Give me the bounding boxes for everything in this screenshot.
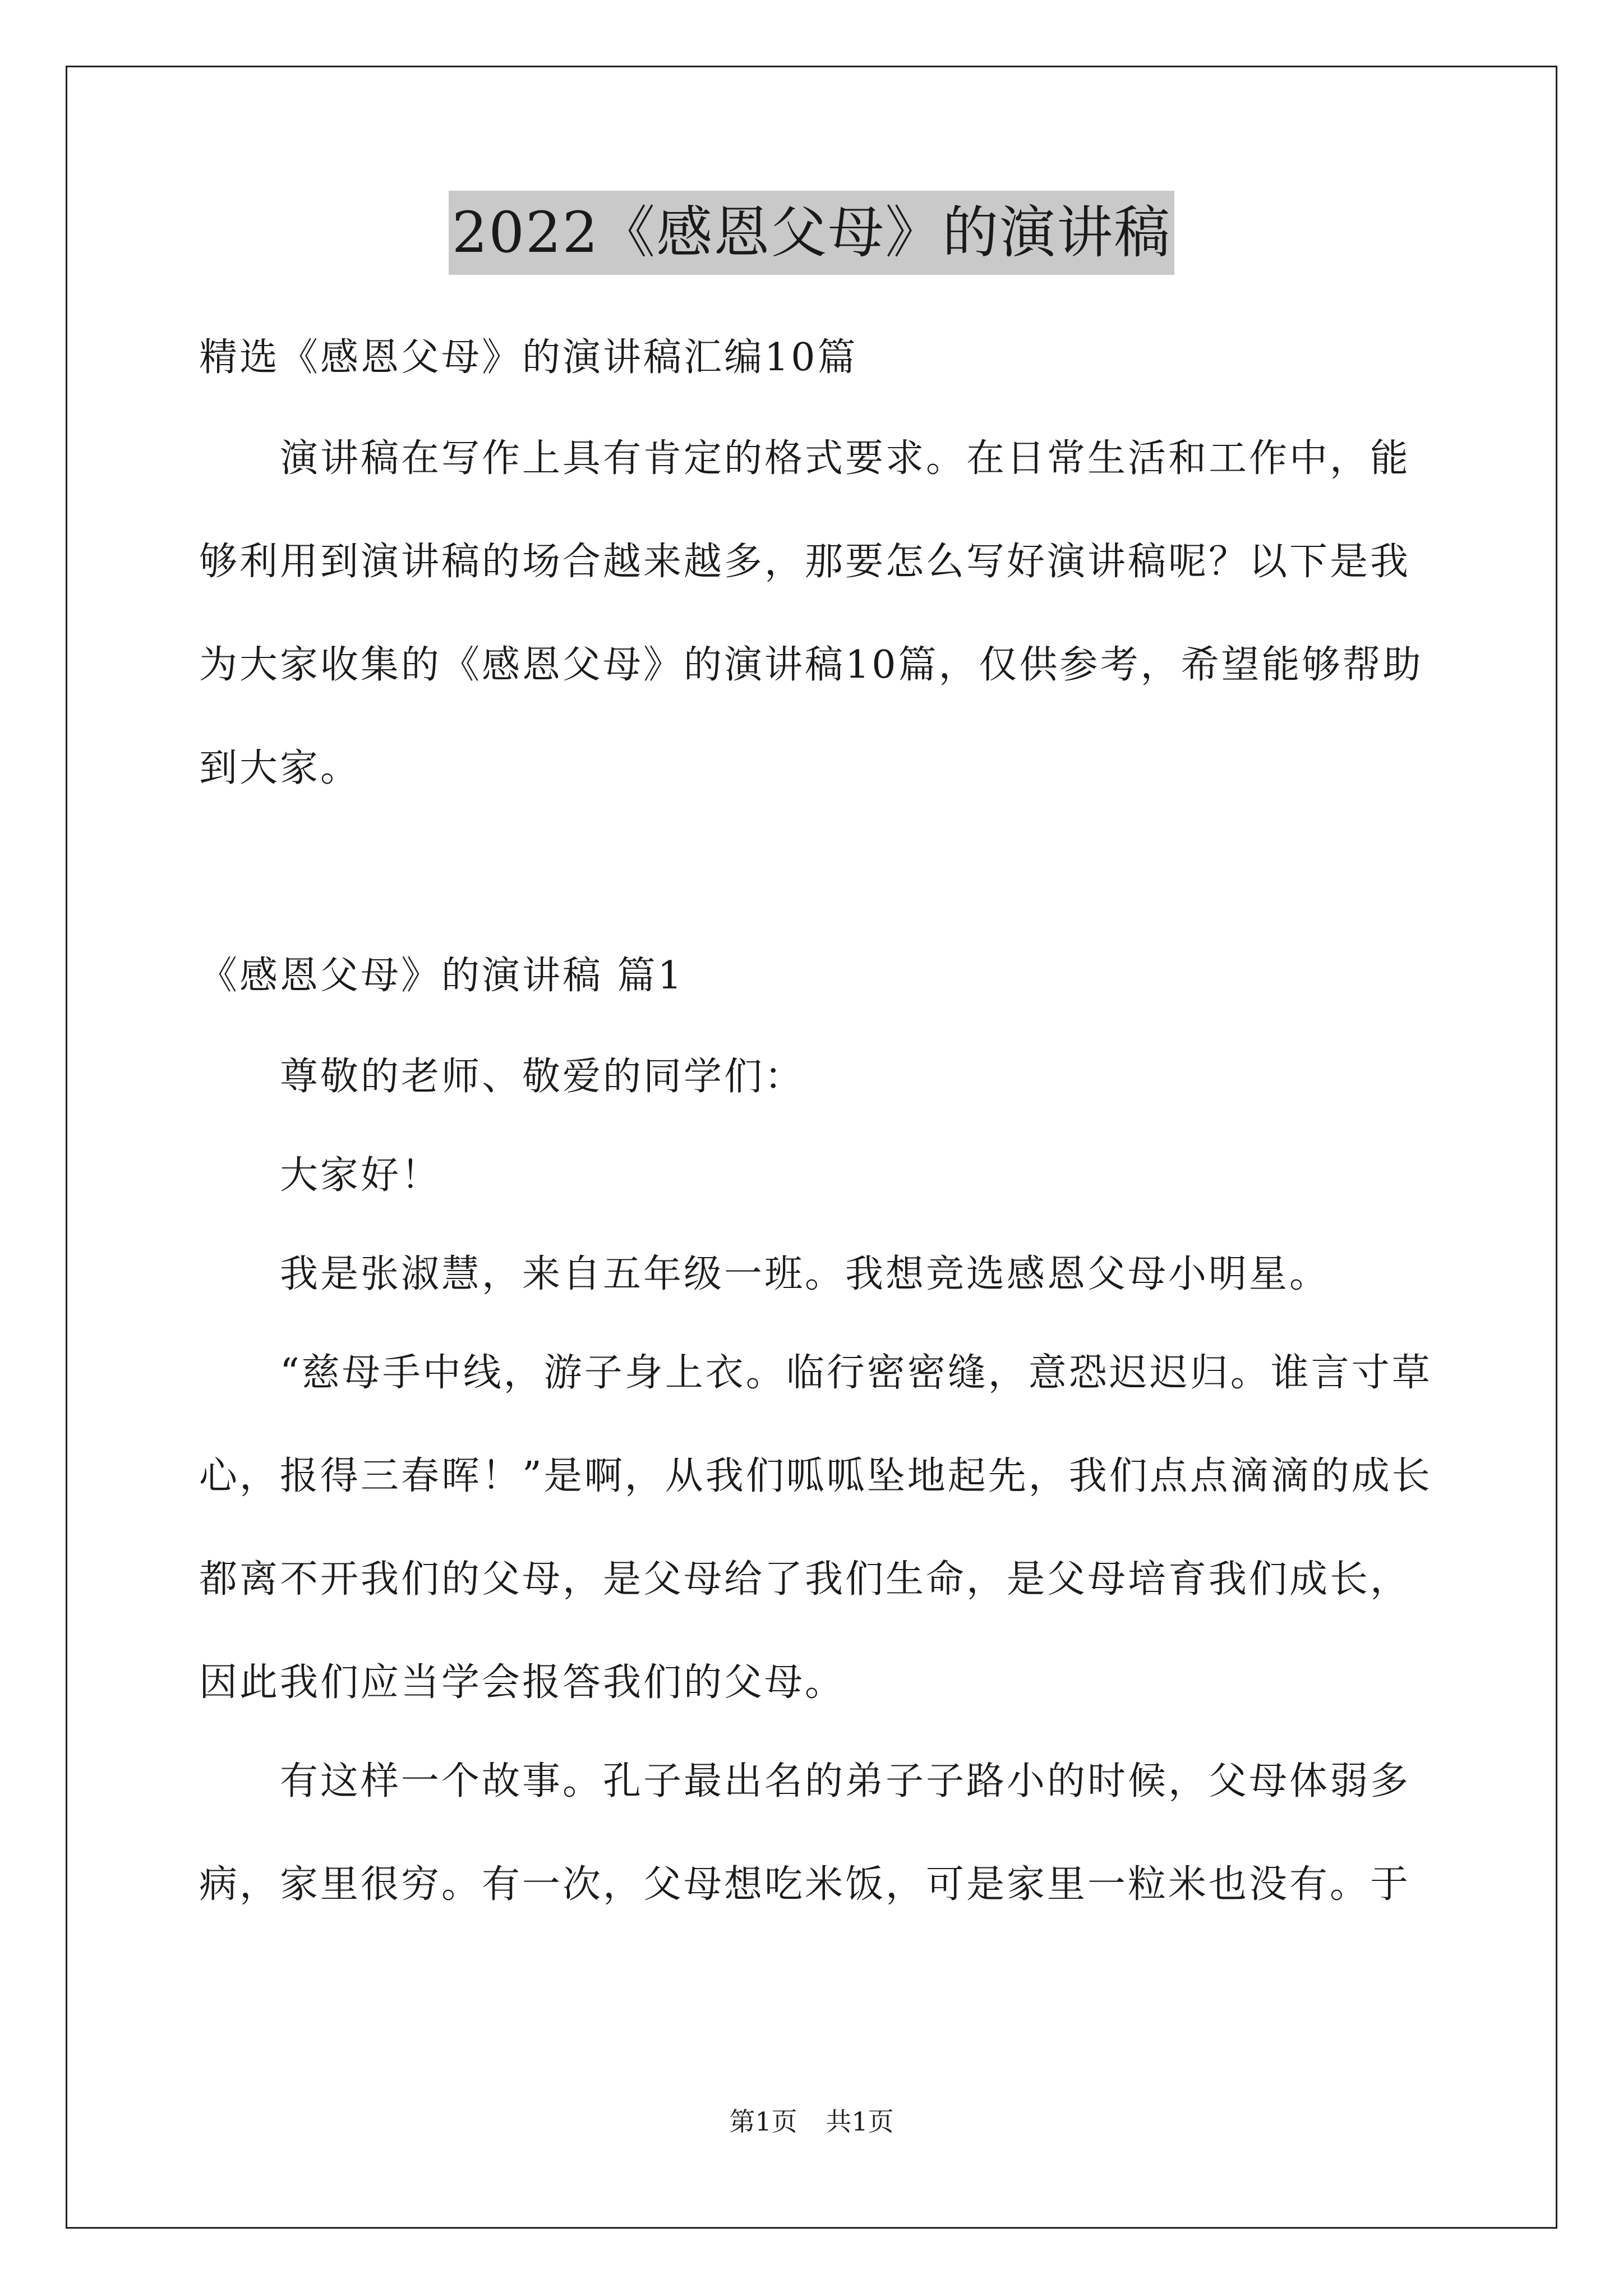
body-paragraph: 有这样一个故事。孔子最出名的弟子子路小的时候，父母体弱多病，家里很穷。有一次，父母想吃米饭，可是家里一粒米也没有。于 [199, 1759, 1411, 1907]
section-heading: 《感恩父母》的演讲稿 篇1 [199, 954, 684, 998]
intro-paragraph: 演讲稿在写作上具有肯定的格式要求。在日常生活和工作中，能够利用到演讲稿的场合越来越多，那要怎么写好演讲稿呢？以下是我为大家收集的《感恩父母》的演讲稿10篇，仅供参考，希望能够帮助到大家。 [199, 436, 1423, 790]
body-paragraph: 我是张淑慧，来自五年级一班。我想竞选感恩父母小明星。 [280, 1252, 1330, 1296]
document-title: 2022《感恩父母》的演讲稿 [449, 191, 1175, 275]
page-number: 第1页 [729, 2106, 797, 2137]
document-subtitle: 精选《感恩父母》的演讲稿汇编10篇 [199, 335, 858, 380]
title-container [0, 191, 1623, 275]
body-paragraph: 大家好！ [280, 1153, 442, 1198]
page-footer [0, 2105, 1623, 2138]
document-body [199, 331, 1433, 1957]
page-total: 共1页 [826, 2106, 894, 2137]
body-paragraph: “慈母手中线，游子身上衣。临行密密缝，意恐迟迟归。谁言寸草心，报得三春晖！”是啊，从我们呱呱坠地起先，我们点点滴滴的成长都离不开我们的父母，是父母给了我们生命，是父母培育我们成长，因此我们应当学会报答我们的父母。 [199, 1351, 1432, 1705]
body-paragraph: 尊敬的老师、敬爱的同学们： [280, 1055, 805, 1099]
